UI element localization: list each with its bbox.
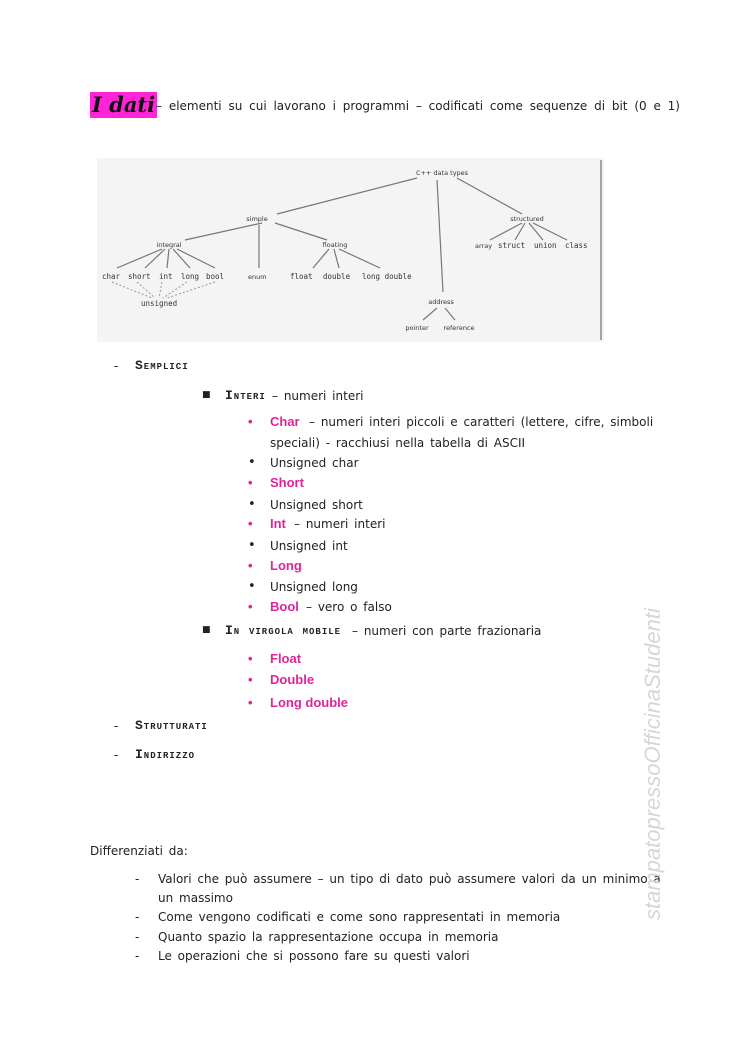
diff-item3: Quanto spazio la rappresentazione occupa in memoria (158, 930, 499, 944)
watermark: stampatopressoOfficinaStudenti (640, 608, 665, 920)
dash-marker: - (135, 930, 140, 944)
diagram-double: double (323, 272, 351, 281)
diagram-unsigned: unsigned (141, 299, 178, 308)
square-bullet: ■ (202, 625, 211, 635)
diagram-floating: floating (322, 241, 348, 249)
heading-indirizzo: Indirizzo (135, 747, 196, 762)
diagram-float: float (290, 272, 313, 281)
bullet: • (248, 455, 256, 470)
diagram-enum: enum (248, 273, 267, 281)
virgola-desc: – numeri con parte frazionaria (352, 624, 542, 638)
unsigned-char: Unsigned char (270, 456, 359, 470)
diagram-class: class (565, 241, 588, 250)
title-rest: – elementi su cui lavorano i programmi – codificati come sequenze di bit (0 e 1) (156, 99, 680, 113)
bullet: • (248, 579, 256, 594)
double-label: Double (270, 672, 315, 687)
diff-item4: Le operazioni che si possono fare su questi valori (158, 949, 470, 963)
bullet: • (248, 414, 253, 429)
diagram-structured: structured (510, 215, 544, 223)
diagram-simple: simple (246, 215, 268, 223)
diagram-int: int (159, 272, 173, 281)
diagram-bool: bool (206, 272, 225, 281)
dash-marker: - (135, 872, 140, 886)
diagram-svg (97, 158, 604, 342)
char-desc-line1: – numeri interi piccoli e caratteri (lettere, cifre, simboli (309, 415, 654, 429)
long-double-label: Long double (270, 695, 348, 710)
bullet: • (248, 599, 253, 614)
bullet: • (248, 558, 253, 573)
heading-strutturati: Strutturati (135, 718, 208, 733)
diff-item2: Come vengono codificati e come sono rappresentati in memoria (158, 910, 561, 924)
long-label: Long (270, 558, 302, 573)
differenziati-heading: Differenziati da: (90, 844, 188, 858)
char-label: Char (270, 414, 300, 429)
float-label: Float (270, 651, 302, 666)
bool-label: Bool (270, 599, 299, 614)
bullet: • (248, 475, 253, 490)
dash-marker: - (135, 910, 140, 924)
dash-marker: - (135, 949, 140, 963)
bullet: • (248, 695, 253, 710)
square-bullet: ■ (202, 390, 211, 400)
int-desc: – numeri interi (294, 517, 386, 531)
diagram-integral: integral (156, 241, 182, 249)
interi-desc: – numeri interi (272, 389, 364, 403)
heading-virgola-mobile: In virgola mobile (225, 623, 342, 638)
title-highlight: I dati (92, 92, 156, 117)
unsigned-long: Unsigned long (270, 580, 358, 594)
bool-desc: – vero o falso (306, 600, 392, 614)
diagram-char: char (102, 272, 121, 281)
diagram-address: address (428, 298, 454, 306)
bullet: • (248, 497, 256, 512)
diagram-reference: reference (443, 324, 475, 332)
bullet: • (248, 516, 253, 531)
dash-marker: - (114, 748, 119, 762)
dash-marker: - (114, 359, 119, 373)
cpp-data-types-diagram (97, 158, 604, 342)
bullet: • (248, 538, 256, 553)
diff-item1-line2: un massimo (158, 891, 233, 905)
unsigned-short: Unsigned short (270, 498, 363, 512)
diagram-short: short (128, 272, 151, 281)
diagram-long-double: long double (362, 272, 412, 281)
bullet: • (248, 672, 253, 687)
diagram-struct: struct (498, 241, 526, 250)
dash-marker: - (114, 719, 119, 733)
heading-semplici: Semplici (135, 358, 189, 373)
diagram-union: union (534, 241, 557, 250)
unsigned-int: Unsigned int (270, 539, 348, 553)
diagram-pointer: pointer (405, 324, 429, 332)
diff-item1-line1: Valori che può assumere – un tipo di dato può assumere valori da un minimo a (158, 872, 661, 886)
heading-interi: Interi (225, 388, 266, 403)
short-label: Short (270, 475, 304, 490)
diagram-root: C++ data types (415, 169, 469, 177)
int-label: Int (270, 516, 286, 531)
char-desc-line2: speciali) - racchiusi nella tabella di ASCII (270, 436, 526, 450)
bullet: • (248, 651, 253, 666)
diagram-long: long (181, 272, 200, 281)
diagram-array: array (475, 242, 493, 250)
